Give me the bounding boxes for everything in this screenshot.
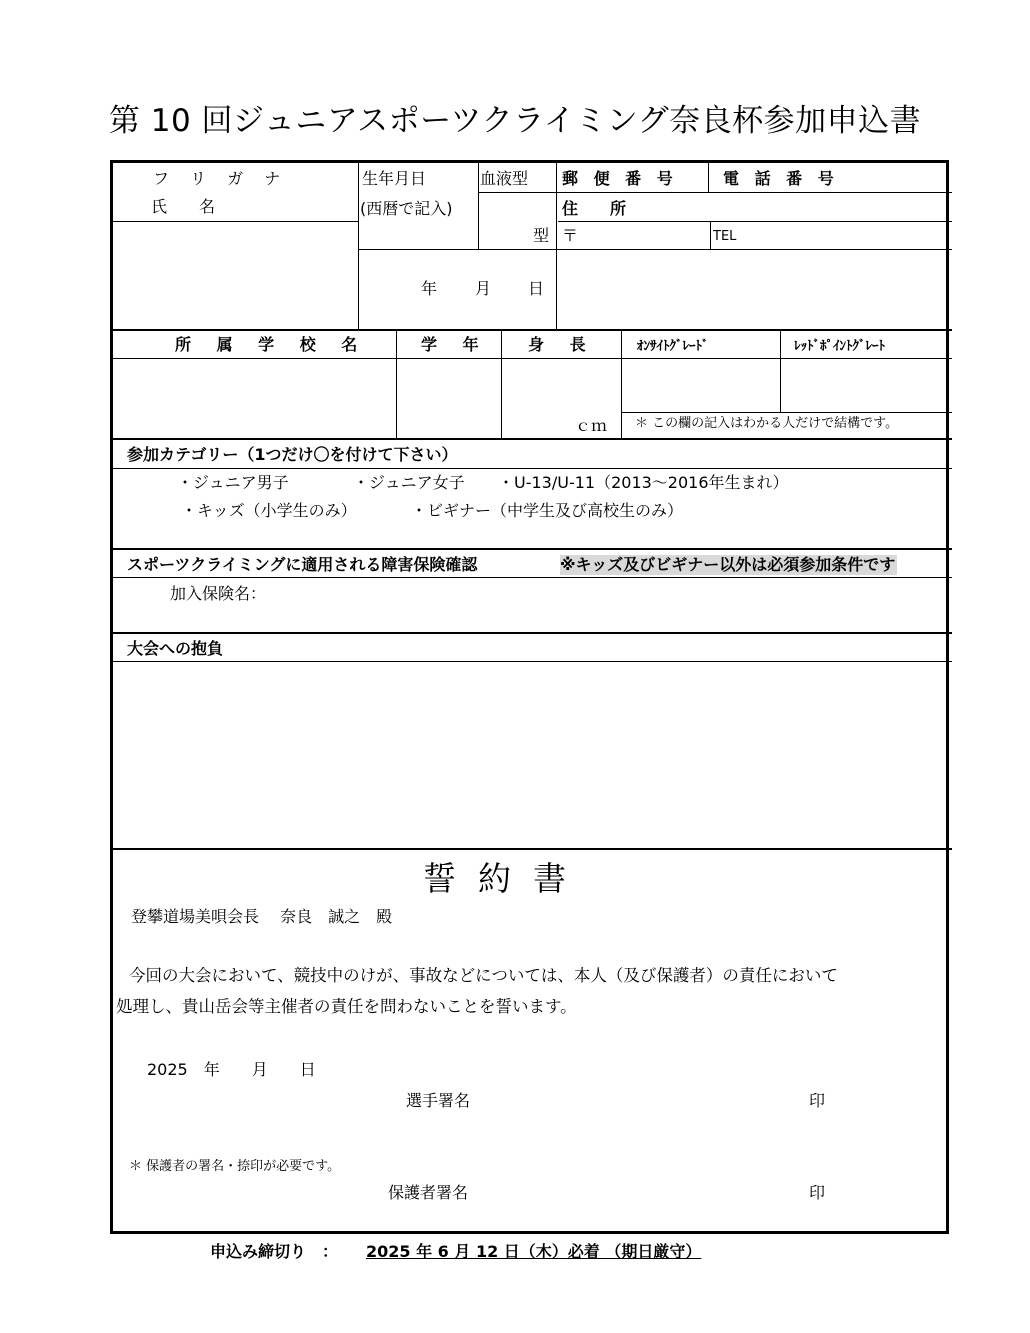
divider	[358, 163, 359, 329]
category-u13-u11[interactable]: ・U-13/U-11（2013～2016年生まれ）	[498, 473, 789, 492]
date-day: 日	[528, 279, 545, 298]
divider	[113, 661, 952, 662]
category-junior-girls[interactable]: ・ジュニア女子	[353, 473, 465, 492]
divider	[113, 577, 952, 578]
redpoint-grade-label: ﾚｯﾄﾞﾎﾟｲﾝﾄｸﾞﾚｰﾄ	[794, 339, 885, 354]
deadline-label: 申込み締切り ：	[210, 1242, 339, 1261]
divider	[556, 163, 557, 329]
divider	[113, 329, 952, 331]
pledge-title: 誓約書	[423, 859, 588, 898]
postal-code-label: 郵 便 番 号	[562, 169, 678, 188]
category-header: 参加カテゴリー（1つだけ〇を付けて下さい）	[127, 445, 458, 464]
pledge-addressee: 登攀道場美唄会長 奈良 誠之 殿	[131, 907, 393, 926]
divider	[358, 249, 478, 250]
address-label: 住 所	[562, 199, 627, 218]
divider	[558, 221, 952, 222]
grade-label: 学 年	[421, 335, 489, 354]
divider	[478, 192, 952, 193]
blood-type-label: 血液型	[480, 169, 529, 188]
divider	[113, 468, 952, 469]
deadline-value: 2025 年 6 月 12 日（木）必着 （期日厳守）	[366, 1242, 702, 1261]
height-label: 身 長	[528, 335, 596, 354]
birthdate-note: (西暦で記入)	[360, 199, 453, 218]
divider	[708, 163, 709, 193]
page-title: 第 10 回ジュニアスポーツクライミング奈良杯参加申込書	[108, 103, 922, 139]
divider	[396, 329, 397, 438]
divider	[780, 329, 781, 412]
divider	[478, 249, 952, 250]
insurance-name-label: 加入保険名：	[170, 584, 267, 603]
guardian-signature-label: 保護者署名	[388, 1183, 469, 1202]
divider	[621, 412, 952, 413]
furigana-label: フ リ ガ ナ	[153, 169, 289, 188]
divider	[113, 632, 952, 634]
grade-note: ＊ この欄の記入はわかる人だけで結構です。	[635, 416, 899, 431]
category-junior-boys[interactable]: ・ジュニア男子	[177, 473, 289, 492]
divider	[478, 163, 479, 249]
onsight-grade-label: ｵﾝｻｲﾄｸﾞﾚｰﾄﾞ	[637, 339, 709, 354]
cm-unit: ｃｍ	[575, 416, 608, 435]
birthdate-label: 生年月日	[362, 169, 427, 188]
divider	[621, 329, 622, 438]
pledge-date: 2025 年 月 日	[147, 1060, 316, 1079]
name-label: 氏 名	[151, 197, 216, 216]
divider	[501, 329, 502, 438]
player-seal-mark: 印	[809, 1091, 826, 1110]
pledge-text-line2: 処理し、貴山岳会等主催者の責任を問わないことを誓います。	[116, 997, 577, 1016]
postal-mark: 〒	[562, 226, 579, 245]
insurance-required-note: ※キッズ及びビギナー以外は必須参加条件です	[560, 555, 896, 574]
player-signature-label: 選手署名	[406, 1091, 471, 1110]
aspiration-header: 大会への抱負	[127, 639, 224, 658]
school-label: 所 属 学 校 名	[175, 335, 368, 354]
pledge-text-line1: 今回の大会において、競技中のけが、事故などについては、本人（及び保護者）の責任において	[129, 966, 838, 985]
divider	[113, 438, 952, 440]
divider	[113, 221, 358, 222]
application-form	[110, 160, 949, 1234]
insurance-header: スポーツクライミングに適用される障害保険確認	[127, 555, 478, 574]
guardian-note: ＊ 保護者の署名・捺印が必要です。	[129, 1159, 341, 1174]
tel-mark: TEL	[713, 229, 737, 244]
blood-type-suffix: 型	[533, 226, 550, 245]
phone-label: 電 話 番 号	[723, 169, 839, 188]
date-year: 年	[421, 279, 438, 298]
date-month: 月	[475, 279, 492, 298]
category-beginner[interactable]: ・ビギナー（中学生及び高校生のみ）	[411, 501, 684, 520]
category-kids[interactable]: ・キッズ（小学生のみ）	[181, 501, 357, 520]
divider	[113, 548, 952, 550]
guardian-seal-mark: 印	[809, 1183, 826, 1202]
divider	[710, 221, 711, 249]
divider	[113, 358, 952, 359]
divider	[113, 848, 952, 850]
